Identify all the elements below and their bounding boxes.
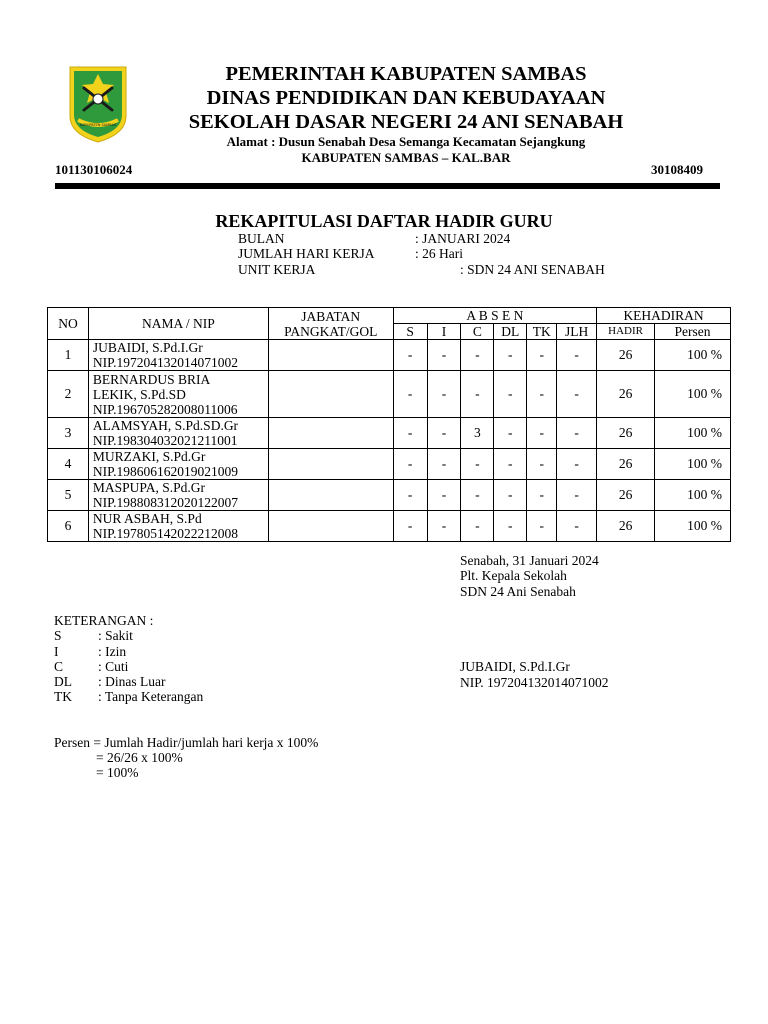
cell-i: - <box>427 511 461 542</box>
cell-persen: 100 % <box>655 449 731 480</box>
meta-label-month: BULAN <box>238 231 285 246</box>
cell-position <box>268 449 393 480</box>
legend-code-c: C <box>54 659 64 674</box>
legend-desc-s: : Sakit <box>98 628 133 643</box>
cell-name <box>88 418 268 449</box>
teacher-nip: NIP.198808312020122007 <box>92 495 239 510</box>
cell-position <box>268 418 393 449</box>
cell-hadir: 26 <box>597 511 655 542</box>
cell-c: - <box>461 511 494 542</box>
signature-school: SDN 24 Ani Senabah <box>460 584 576 599</box>
cell-dl: - <box>494 511 527 542</box>
cell-position <box>268 511 393 542</box>
cell-tk: - <box>527 480 557 511</box>
cell-i: - <box>427 480 461 511</box>
legend-title: KETERANGAN : <box>54 613 154 628</box>
teacher-nip: NIP.198304032021211001 <box>92 433 238 448</box>
regency-emblem-icon <box>66 64 130 144</box>
legend-code-tk: TK <box>54 689 72 704</box>
header-jlh: JLH <box>557 324 597 340</box>
cell-persen: 100 % <box>655 371 731 418</box>
cell-position <box>268 480 393 511</box>
cell-hadir: 26 <box>597 371 655 418</box>
cell-position <box>268 340 393 371</box>
cell-jlh: - <box>557 480 597 511</box>
header-persen: Persen <box>655 324 731 340</box>
table-row <box>48 340 731 371</box>
cell-jlh: - <box>557 511 597 542</box>
cell-tk: - <box>527 418 557 449</box>
cell-i: - <box>427 449 461 480</box>
table-row <box>48 449 731 480</box>
cell-persen: 100 % <box>655 480 731 511</box>
school-line: SEKOLAH DASAR NEGERI 24 ANI SENABAH <box>188 111 624 133</box>
header-s: S <box>393 324 427 340</box>
region-line: KABUPATEN SAMBAS – KAL.BAR <box>301 150 511 165</box>
cell-hadir: 26 <box>597 418 655 449</box>
teacher-name-cont: LEKIK, S.Pd.SD <box>92 386 186 402</box>
attendance-table <box>47 307 731 542</box>
legend-desc-c: : Cuti <box>98 659 129 674</box>
meta-value-month: : JANUARI 2024 <box>415 231 511 246</box>
cell-jlh: - <box>557 340 597 371</box>
cell-i: - <box>427 340 461 371</box>
teacher-nip: NIP.197204132014071002 <box>92 355 239 370</box>
cell-tk: - <box>527 340 557 371</box>
header-position <box>268 308 393 340</box>
header-kehadiran: KEHADIRAN <box>597 308 731 324</box>
cell-c: - <box>461 340 494 371</box>
cell-hadir: 26 <box>597 449 655 480</box>
cell-jlh: - <box>557 371 597 418</box>
cell-tk: - <box>527 449 557 480</box>
cell-tk: - <box>527 511 557 542</box>
cell-persen: 100 % <box>655 340 731 371</box>
teacher-name: JUBAIDI, S.Pd.I.Gr <box>92 340 203 355</box>
teacher-name: NUR ASBAH, S.Pd <box>92 511 202 526</box>
header-no: NO <box>48 308 89 340</box>
meta-value-workdays: : 26 Hari <box>415 246 463 261</box>
header-c: C <box>461 324 494 340</box>
signature-name: JUBAIDI, S.Pd.I.Gr <box>460 659 570 674</box>
cell-dl: - <box>494 340 527 371</box>
cell-i: - <box>427 418 461 449</box>
cell-s: - <box>393 480 427 511</box>
cell-dl: - <box>494 449 527 480</box>
letterhead <box>0 0 768 200</box>
cell-s: - <box>393 340 427 371</box>
cell-hadir: 26 <box>597 340 655 371</box>
school-id-code: 30108409 <box>651 162 703 177</box>
table-row <box>48 511 731 542</box>
emblem-ribbon-text: KABUPATEN SAMBAS <box>79 123 117 127</box>
header-dl: DL <box>494 324 527 340</box>
header-tk: TK <box>527 324 557 340</box>
cell-s: - <box>393 449 427 480</box>
cell-dl: - <box>494 480 527 511</box>
meta-label-workdays: JUMLAH HARI KERJA <box>238 246 375 261</box>
cell-position <box>268 371 393 418</box>
header-hadir: HADIR <box>597 324 655 340</box>
table-row <box>48 480 731 511</box>
cell-no: 5 <box>48 480 89 511</box>
header-position-line2: PANGKAT/GOL <box>284 323 378 339</box>
signature-place-date: Senabah, 31 Januari 2024 <box>460 553 599 568</box>
legend-code-i: I <box>54 644 59 659</box>
cell-name <box>88 511 268 542</box>
government-line: PEMERINTAH KABUPATEN SAMBAS <box>225 63 587 85</box>
teacher-name: MASPUPA, S.Pd.Gr <box>92 480 205 495</box>
department-line: DINAS PENDIDIKAN DAN KEBUDAYAAN <box>206 87 606 109</box>
cell-c: - <box>461 371 494 418</box>
meta-value-unit: : SDN 24 ANI SENABAH <box>460 262 605 277</box>
cell-s: - <box>393 511 427 542</box>
document-title: REKAPITULASI DAFTAR HADIR GURU <box>215 211 553 231</box>
cell-name <box>88 371 268 418</box>
cell-no: 2 <box>48 371 89 418</box>
legend-desc-dl: : Dinas Luar <box>98 674 166 689</box>
teacher-name: BERNARDUS BRIA <box>92 371 211 387</box>
cell-persen: 100 % <box>655 418 731 449</box>
table-row <box>48 371 731 418</box>
cell-name <box>88 449 268 480</box>
legend-code-dl: DL <box>54 674 72 689</box>
formula-line3: = 100% <box>96 765 139 780</box>
address-line: Alamat : Dusun Senabah Desa Semanga Kecamatan Sejangkung <box>226 134 586 149</box>
header-position-line1: JABATAN <box>301 308 361 324</box>
cell-jlh: - <box>557 449 597 480</box>
cell-c: - <box>461 480 494 511</box>
cell-no: 3 <box>48 418 89 449</box>
cell-no: 1 <box>48 340 89 371</box>
cell-jlh: - <box>557 418 597 449</box>
cell-s: - <box>393 418 427 449</box>
header-absen: A B S E N <box>393 308 596 324</box>
npsn-code: 101130106024 <box>55 162 133 177</box>
teacher-nip: NIP.198606162019021009 <box>92 464 239 479</box>
formula-line2: = 26/26 x 100% <box>96 750 183 765</box>
signature-role: Plt. Kepala Sekolah <box>460 568 567 583</box>
legend-desc-tk: : Tanpa Keterangan <box>98 689 204 704</box>
cell-hadir: 26 <box>597 480 655 511</box>
letterhead-text <box>150 62 662 166</box>
header-divider <box>55 183 720 189</box>
legend-code-s: S <box>54 628 62 643</box>
meta-label-unit: UNIT KERJA <box>238 262 316 277</box>
cell-name <box>88 480 268 511</box>
header-i: I <box>427 324 461 340</box>
legend-desc-i: : Izin <box>98 644 127 659</box>
cell-dl: - <box>494 371 527 418</box>
formula-line1: Persen = Jumlah Hadir/jumlah hari kerja x 100% <box>54 735 319 750</box>
teacher-name: MURZAKI, S.Pd.Gr <box>92 449 206 464</box>
table-row <box>48 418 731 449</box>
cell-dl: - <box>494 418 527 449</box>
teacher-name: ALAMSYAH, S.Pd.SD.Gr <box>92 418 239 433</box>
cell-no: 6 <box>48 511 89 542</box>
header-name: NAMA / NIP <box>88 308 268 340</box>
cell-tk: - <box>527 371 557 418</box>
signature-nip: NIP. 197204132014071002 <box>460 675 609 690</box>
cell-c: - <box>461 449 494 480</box>
cell-i: - <box>427 371 461 418</box>
cell-persen: 100 % <box>655 511 731 542</box>
cell-name <box>88 340 268 371</box>
cell-s: - <box>393 371 427 418</box>
teacher-nip: NIP.196705282008011006 <box>92 401 238 417</box>
cell-c: 3 <box>461 418 494 449</box>
cell-no: 4 <box>48 449 89 480</box>
teacher-nip: NIP.197805142022212008 <box>92 526 239 541</box>
